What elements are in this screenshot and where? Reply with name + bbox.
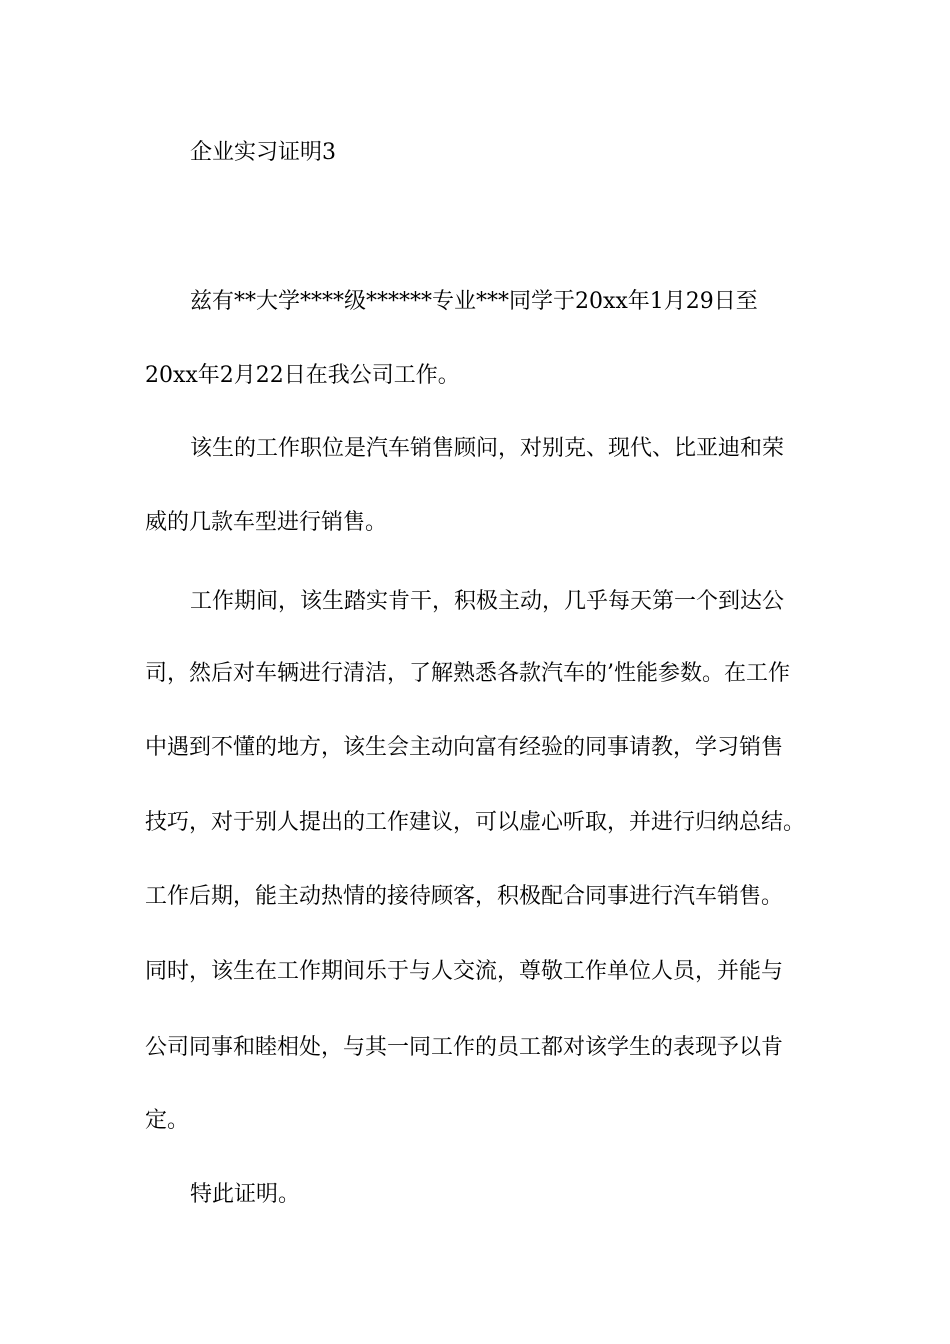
paragraph-line: 技巧，对于别人提出的工作建议，可以虚心听取，并进行归纳总结。 [145, 810, 806, 835]
paragraph-line: 定。 [145, 1108, 190, 1133]
paragraph-line: 中遇到不懂的地方，该生会主动向富有经验的同事请教，学习销售 [145, 735, 784, 760]
document-title: 企业实习证明3 [190, 140, 336, 165]
paragraph-line: 20xx年2月22日在我公司工作。 [145, 363, 460, 388]
paragraph-line: 特此证明。 [190, 1182, 301, 1207]
paragraph-line: 同时，该生在工作期间乐于与人交流，尊敬工作单位人员，并能与 [145, 959, 784, 984]
paragraph-line: 司，然后对车辆进行清洁，了解熟悉各款汽车的’性能参数。在工作 [145, 661, 790, 686]
paragraph-line: 兹有**大学****级******专业***同学于20xx年1月29日至 [190, 289, 758, 314]
paragraph-line: 公司同事和睦相处，与其一同工作的员工都对该学生的表现予以肯 [145, 1035, 784, 1060]
paragraph-line: 工作期间，该生踏实肯干，积极主动，几乎每天第一个到达公 [190, 589, 785, 614]
paragraph-line: 威的几款车型进行销售。 [145, 510, 388, 535]
paragraph-line: 工作后期，能主动热情的接待顾客，积极配合同事进行汽车销售。 [145, 884, 784, 909]
paragraph-line: 该生的工作职位是汽车销售顾问，对别克、现代、比亚迪和荣 [190, 436, 785, 461]
